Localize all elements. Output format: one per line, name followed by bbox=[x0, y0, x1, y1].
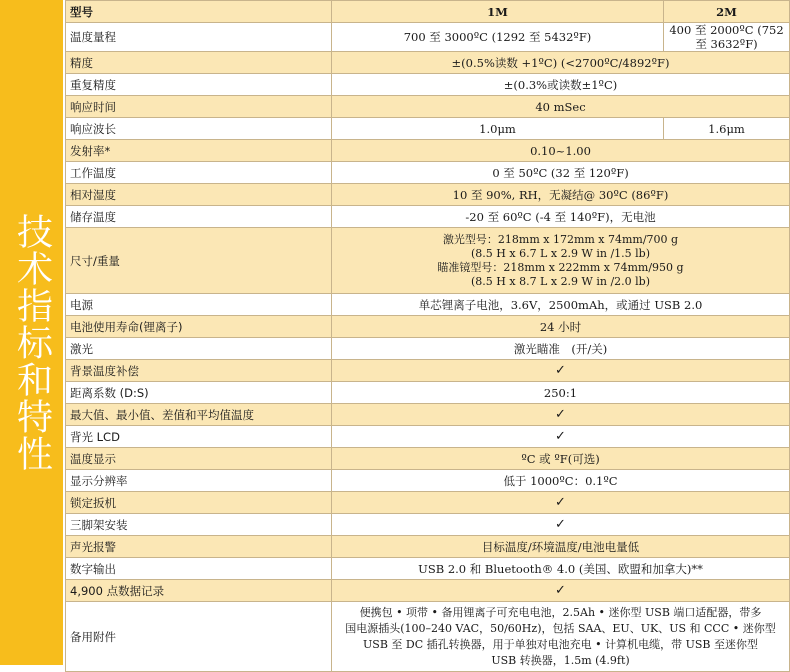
row-power bbox=[66, 294, 790, 316]
row-bg-comp bbox=[66, 360, 790, 382]
check-icon: ✓ bbox=[332, 514, 790, 536]
side-banner bbox=[0, 0, 63, 665]
row-resolution bbox=[66, 470, 790, 492]
check-icon: ✓ bbox=[332, 580, 790, 602]
row-label: 储存温度 bbox=[66, 206, 332, 228]
row-temp-display bbox=[66, 448, 790, 470]
row-label: 锁定扳机 bbox=[66, 492, 332, 514]
row-minmax bbox=[66, 404, 790, 426]
row-value: ºC 或 ºF(可选) bbox=[332, 448, 790, 470]
row-value: 250:1 bbox=[332, 382, 790, 404]
row-label: 背光 LCD bbox=[66, 426, 332, 448]
row-value-1m: 700 至 3000ºC (1292 至 5432ºF) bbox=[332, 23, 664, 52]
row-ds bbox=[66, 382, 790, 404]
header-model-2m: 2M bbox=[664, 1, 790, 23]
row-emissivity bbox=[66, 140, 790, 162]
row-humidity bbox=[66, 184, 790, 206]
row-value-2m: 400 至 2000ºC (752 至 3632ºF) bbox=[664, 23, 790, 52]
row-label: 最大值、最小值、差值和平均值温度 bbox=[66, 404, 332, 426]
row-laser bbox=[66, 338, 790, 360]
row-value-1m: 1.0μm bbox=[332, 118, 664, 140]
row-data-log bbox=[66, 580, 790, 602]
row-label: 三脚架安装 bbox=[66, 514, 332, 536]
row-label: 温度显示 bbox=[66, 448, 332, 470]
row-label: 激光 bbox=[66, 338, 332, 360]
row-value-2m: 1.6μm bbox=[664, 118, 790, 140]
row-label: 温度量程 bbox=[66, 23, 332, 52]
row-value bbox=[332, 228, 790, 294]
row-label: 电池使用寿命(锂离子) bbox=[66, 316, 332, 338]
row-tripod bbox=[66, 514, 790, 536]
row-value: ±(0.5%读数 +1ºC) (<2700ºC/4892ºF) bbox=[332, 52, 790, 74]
row-label: 距离系数 (D:S) bbox=[66, 382, 332, 404]
row-accessories bbox=[66, 602, 790, 672]
row-value: 目标温度/环境温度/电池电量低 bbox=[332, 536, 790, 558]
row-trigger-lock bbox=[66, 492, 790, 514]
row-backlight bbox=[66, 426, 790, 448]
row-label: 背景温度补偿 bbox=[66, 360, 332, 382]
row-value: 0 至 50ºC (32 至 120ºF) bbox=[332, 162, 790, 184]
row-label: 声光报警 bbox=[66, 536, 332, 558]
row-label: 工作温度 bbox=[66, 162, 332, 184]
check-icon: ✓ bbox=[332, 426, 790, 448]
size-scope-imperial: (8.5 H x 8.7 L x 2.9 W in /2.0 lb) bbox=[471, 274, 651, 288]
row-response-time bbox=[66, 96, 790, 118]
row-accuracy bbox=[66, 52, 790, 74]
row-value: 低于 1000ºC：0.1ºC bbox=[332, 470, 790, 492]
row-label: 4,900 点数据记录 bbox=[66, 580, 332, 602]
accessories-line: 便携包 • 项带 • 备用锂离子可充电电池，2.5Ah • 迷你型 USB 端口适配器，带多 bbox=[359, 605, 762, 619]
row-label: 重复精度 bbox=[66, 74, 332, 96]
row-label: 相对湿度 bbox=[66, 184, 332, 206]
row-value bbox=[332, 602, 790, 672]
row-label: 数字输出 bbox=[66, 558, 332, 580]
row-label: 响应时间 bbox=[66, 96, 332, 118]
row-value: 10 至 90%, RH，无凝结@ 30ºC (86ºF) bbox=[332, 184, 790, 206]
row-label: 显示分辨率 bbox=[66, 470, 332, 492]
spec-table bbox=[65, 0, 790, 672]
row-label: 电源 bbox=[66, 294, 332, 316]
row-label: 尺寸/重量 bbox=[66, 228, 332, 294]
row-battery-life bbox=[66, 316, 790, 338]
row-label: 发射率* bbox=[66, 140, 332, 162]
header-row bbox=[66, 1, 790, 23]
row-size-weight bbox=[66, 228, 790, 294]
accessories-line: USB 至 DC 插孔转换器，用于单独对电池充电 • 计算机电缆，带 USB 至迷你型 bbox=[363, 637, 758, 651]
row-wavelength bbox=[66, 118, 790, 140]
row-value: ±(0.3%或读数±1ºC) bbox=[332, 74, 790, 96]
row-label: 精度 bbox=[66, 52, 332, 74]
row-digital-out bbox=[66, 558, 790, 580]
check-icon: ✓ bbox=[332, 404, 790, 426]
accessories-line: 国电源插头(100–240 VAC，50/60Hz)，包括 SAA、EU、UK、US 和 CCC • 迷你型 bbox=[345, 621, 776, 635]
row-repeatability bbox=[66, 74, 790, 96]
size-laser-metric: 激光型号：218mm x 172mm x 74mm/700 g bbox=[442, 232, 679, 246]
check-icon: ✓ bbox=[332, 492, 790, 514]
row-temp-range bbox=[66, 23, 790, 52]
row-value: 单芯锂离子电池，3.6V，2500mAh，或通过 USB 2.0 bbox=[332, 294, 790, 316]
row-value: 40 mSec bbox=[332, 96, 790, 118]
size-laser-imperial: (8.5 H x 6.7 L x 2.9 W in /1.5 lb) bbox=[471, 246, 651, 260]
header-model-1m: 1M bbox=[332, 1, 664, 23]
check-icon: ✓ bbox=[332, 360, 790, 382]
row-value: 24 小时 bbox=[332, 316, 790, 338]
size-scope-metric: 瞄准镜型号：218mm x 222mm x 74mm/950 g bbox=[437, 260, 684, 274]
row-op-temp bbox=[66, 162, 790, 184]
row-value: 激光瞄准 (开/关) bbox=[332, 338, 790, 360]
row-value: USB 2.0 和 Bluetooth® 4.0 (美国、欧盟和加拿大)** bbox=[332, 558, 790, 580]
row-value: -20 至 60ºC (-4 至 140ºF)，无电池 bbox=[332, 206, 790, 228]
header-label: 型号 bbox=[66, 1, 332, 23]
row-value: 0.10~1.00 bbox=[332, 140, 790, 162]
side-title: 技术指标和特性 bbox=[11, 213, 53, 472]
row-label: 备用附件 bbox=[66, 602, 332, 672]
row-storage-temp bbox=[66, 206, 790, 228]
accessories-line: USB 转换器，1.5m (4.9ft) bbox=[491, 653, 630, 667]
row-alarm bbox=[66, 536, 790, 558]
row-label: 响应波长 bbox=[66, 118, 332, 140]
